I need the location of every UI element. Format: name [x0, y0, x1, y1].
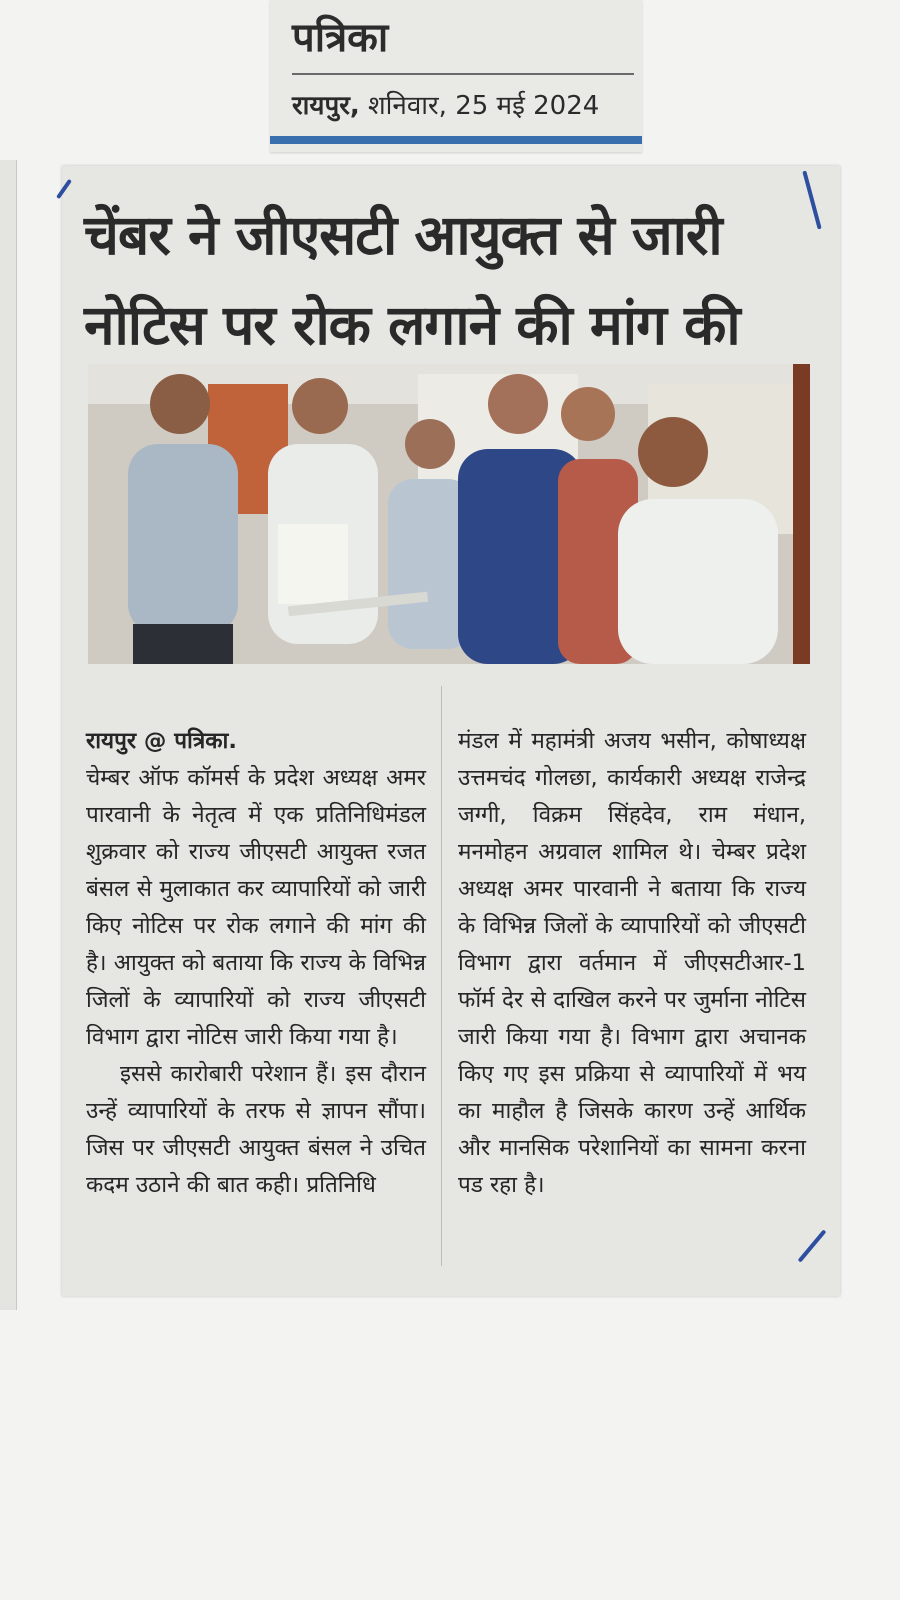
- article-column-right: [458, 686, 806, 1204]
- article-photo: [88, 364, 810, 664]
- article-paragraph-1: चेम्बर ऑफ कॉमर्स के प्रदेश अध्यक्ष अमर पारवानी के नेतृत्व में एक प्रतिनिधिमंडल शुक्रवार को राज्य जीएसटी आयुक्त रजत बंसल से मुलाकात कर व्यापारियों को जारी किए नोटिस पर रोक लगाने की मांग की है। आयुक्त को बताया कि राज्य के विभिन्न जिलों के व्यापारियों को राज्य जीएसटी विभाग द्वारा नोटिस जारी किया गया है।: [86, 765, 426, 1050]
- article-paragraph-3: मंडल में महामंत्री अजय भसीन, कोषाध्यक्ष उत्तमचंद गोलछा, कार्यकारी अध्यक्ष राजेन्द्र जग्गी, विक्रम सिंहदेव, राम मंधान, मनमोहन अग्रवाल शामिल थे। चेम्बर प्रदेश अध्यक्ष अमर पारवानी ने बताया कि राज्य के विभिन्न जिलों के व्यापारियों को जीएसटी विभाग द्वारा वर्तमान में जीएसटीआर-1 फॉर्म देर से दाखिल करने पर जुर्माना नोटिस जारी किया गया है। विभाग द्वारा अचानक किए गए इस प्रक्रिया से व्यापारियों में भय का माहौल है जिसके कारण उन्हें आर्थिक और मानसिक परेशानियों का सामना करना पड रहा है।: [458, 728, 806, 1198]
- group-photo-illustration: [88, 364, 810, 664]
- article-column-left: [86, 686, 426, 1241]
- article-paragraph-2: इससे कारोबारी परेशान हैं। इस दौरान उन्हें व्यापारियों के तरफ से ज्ञापन सौंपा। जिस पर जीएसटी आयुक्त बंसल ने उचित कदम उठाने की बात कही। प्रतिनिधि: [86, 1061, 426, 1198]
- edition-day-date: शनिवार, 25 मई 2024: [368, 91, 600, 121]
- masthead-rule: [292, 73, 634, 75]
- article-dateline: रायपुर @ पत्रिका.: [86, 728, 237, 754]
- edition-date: [292, 86, 599, 122]
- edition-city: रायपुर,: [292, 91, 360, 121]
- column-divider: [441, 686, 442, 1266]
- adjacent-clipping-edge: [0, 160, 17, 1310]
- headline-line-1: चेंबर ने जीएसटी आयुक्त से जारी: [84, 203, 722, 267]
- news-article-clipping: [62, 166, 840, 1296]
- newspaper-masthead: [270, 0, 642, 152]
- pen-mark-bottom-right: [798, 1229, 827, 1262]
- headline-line-2: नोटिस पर रोक लगाने की मांग की: [84, 293, 740, 357]
- pen-mark-top-left: [56, 179, 72, 199]
- masthead-blue-bar: [270, 136, 642, 144]
- article-headline: [84, 190, 824, 370]
- newspaper-name: पत्रिका: [292, 14, 389, 61]
